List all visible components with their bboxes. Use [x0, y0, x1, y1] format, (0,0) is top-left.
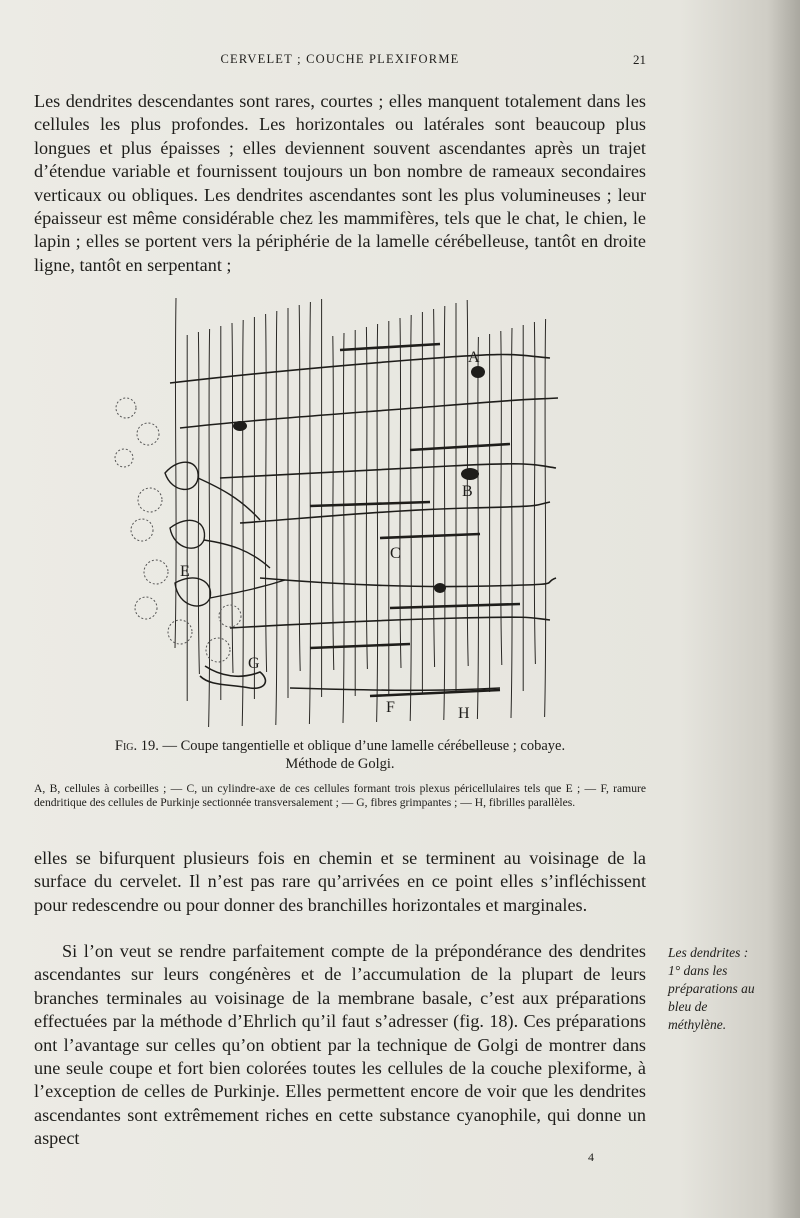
- fibril-line: [545, 319, 546, 717]
- page-header: [34, 52, 646, 74]
- paragraph-3: Si l’on veut se rendre parfaitement compte de la prépondérance des dendrites ascendantes sur leurs congénères et de l’accumulation de la plupart de leurs branches terminales au voisinage de la membrane basale, c’est aux préparations effectuées par la méthode d’Ehrlich qu’il faut s’adresser (fig. 18). Ces préparations ont l’avantage sur celles qu’on obtient par la technique de Golgi de montrer dans une seule coupe et fort bien colorées toutes les cellules de la couche plexiforme, à l’exception de celles de Purkinje. Elles permettent encore de voir que les dendrites ascendantes sont extrêmement riches en cette substance cyanophile, qui donne un aspect: [34, 941, 646, 1149]
- neuroglia-circles: [115, 398, 241, 662]
- figure-caption: [34, 737, 646, 773]
- parallel-fibrils: [175, 298, 546, 727]
- label-e: E: [180, 563, 190, 580]
- fibril-line: [309, 302, 310, 724]
- fibril-line: [343, 333, 344, 723]
- pericellular-plexus: [165, 462, 285, 606]
- figure-legend: A, B, cellules à corbeilles ; — C, un cylindre-axe de ces cellules formant trois plexus péricellulaires tels que E ; — F, ramure dendritique des cellules de Purkinje sectionnée transversalement ; — G, fibres grimpantes ; — H, fibrilles parallèles.: [34, 782, 646, 809]
- fibril-line: [209, 329, 210, 727]
- margin-note-heading: Les dendrites :: [668, 945, 749, 960]
- margin-note: [668, 944, 768, 1034]
- label-g: G: [248, 655, 260, 672]
- fibril-line: [534, 322, 535, 664]
- margin-note-item: 1° dans les préparations au bleu de méthylène.: [668, 963, 755, 1032]
- dense-horizontal-bands: [310, 344, 520, 696]
- figure-method: Méthode de Golgi.: [285, 756, 395, 772]
- fibril-line: [501, 331, 502, 665]
- fibril-line: [477, 337, 478, 719]
- fibril-line: [377, 324, 378, 722]
- label-h: H: [458, 705, 470, 722]
- basket-cells: [233, 366, 485, 593]
- fibril-line: [444, 306, 445, 720]
- fibril-line: [276, 311, 277, 725]
- fibril-line: [410, 315, 411, 721]
- label-f: F: [386, 699, 395, 716]
- label-c: C: [390, 545, 401, 562]
- running-title: CERVELET ; COUCHE PLEXIFORME: [220, 52, 460, 66]
- page-number: 21: [633, 52, 646, 67]
- fibril-line: [175, 298, 176, 648]
- fibril-line: [400, 318, 401, 668]
- figure-number: Fig. 19.: [114, 738, 159, 754]
- fibril-line: [299, 305, 300, 671]
- fibril-line: [366, 327, 367, 669]
- horizontal-fibers: [170, 355, 558, 691]
- figure-19: [110, 288, 566, 734]
- figure-title: — Coupe tangentielle et oblique d’une lamelle cérébelleuse ; cobaye.: [158, 738, 566, 754]
- fibril-line: [433, 309, 434, 667]
- paragraph-1: Les dendrites descendantes sont rares, courtes ; elles manquent totalement dans les cellules les plus profondes. Les horizontales ou latérales sont beaucoup plus longues et plus épaisses ; elles deviennent souvent ascendantes après un trajet d’étendue variable et fournissent toujours un bon nombre de rameaux secondaires verticaux ou obliques. Les dendrites ascendantes sont les plus volumineuses ; leur épaisseur est même considérable chez les mammifères, tels que le chat, le chien, le lapin ; elles se portent vers la périphérie de la lamelle cérébelleuse, tantôt en droite ligne, tantôt en serpentant ;: [34, 91, 646, 275]
- fibril-line: [333, 336, 334, 670]
- paragraph-2: elles se bifurquent plusieurs fois en chemin et se terminent au voisinage de la surface du cervelet. Il n’est pas rare qu’arrivées en ce point elles s’infléchissent pour redescendre ou pour donner des branchilles horizontales et marginales.: [34, 848, 646, 915]
- fibril-line: [198, 332, 199, 674]
- label-a: A: [468, 349, 480, 366]
- signature-mark: 4: [588, 1150, 594, 1164]
- fibril-line: [265, 314, 266, 672]
- fibril-line: [511, 328, 512, 718]
- label-b: B: [462, 483, 473, 500]
- golgi-section-illustration: [110, 288, 566, 734]
